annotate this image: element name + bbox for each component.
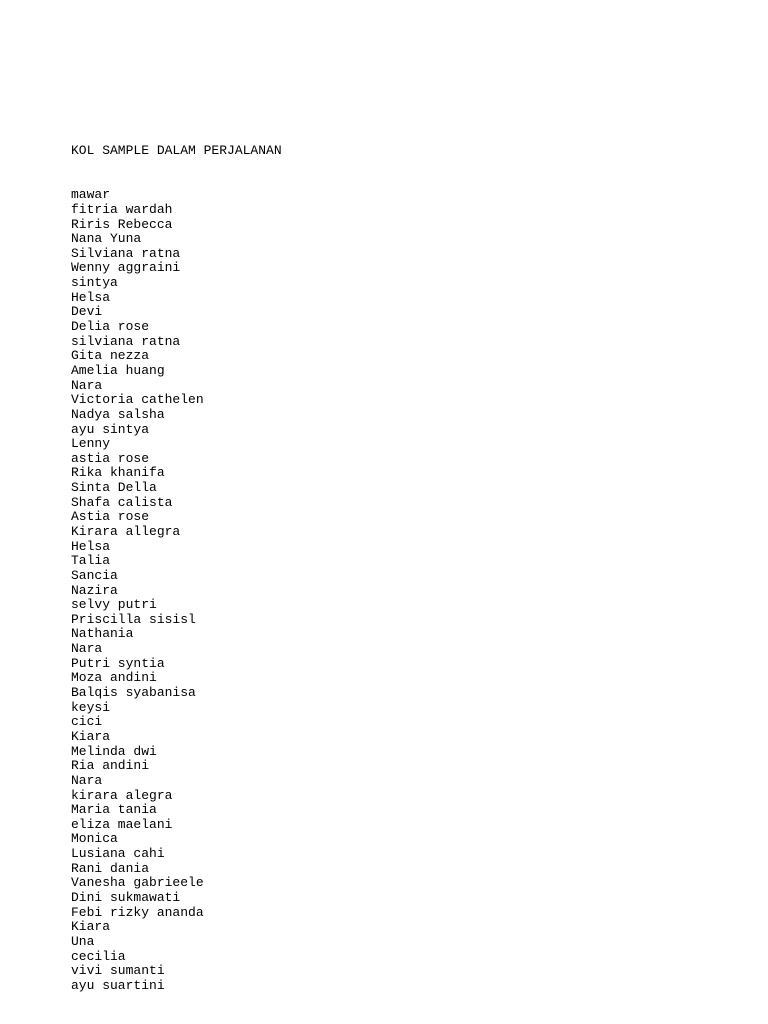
list-item: Nana Yuna <box>71 231 142 247</box>
list-item: silviana ratna <box>71 333 181 349</box>
list-item: Kiara <box>71 728 111 744</box>
list-item: Nazira <box>71 582 118 598</box>
list-item: Una <box>71 933 95 949</box>
list-item: Delia rose <box>71 319 150 335</box>
list-item: Putri syntia <box>71 655 165 671</box>
list-item: Nathania <box>71 626 134 642</box>
list-item: Helsa <box>71 538 111 554</box>
list-item: Nara <box>71 641 103 657</box>
list-item: fitria wardah <box>71 201 173 217</box>
list-item: Helsa <box>71 289 111 305</box>
list-item: Sinta Della <box>71 480 157 496</box>
list-item: Rika khanifa <box>71 465 165 481</box>
list-item: Sancia <box>71 567 118 583</box>
list-item: Talia <box>71 553 111 569</box>
list-item: Vanesha gabrieele <box>71 875 204 891</box>
list-item: Ria andini <box>71 758 150 774</box>
list-item: mawar <box>71 187 111 203</box>
document-title: KOL SAMPLE DALAM PERJALANAN <box>71 143 282 159</box>
list-item: Devi <box>71 304 103 320</box>
list-item: Priscilla sisisl <box>71 611 196 627</box>
list-item: Silviana ratna <box>71 245 181 261</box>
list-item: Monica <box>71 831 118 847</box>
list-item: Victoria cathelen <box>71 392 204 408</box>
list-item: Moza andini <box>71 670 157 686</box>
list-item: ayu suartini <box>71 977 165 993</box>
list-item: Melinda dwi <box>71 743 157 759</box>
list-item: cecilia <box>71 948 126 964</box>
list-item: Lusiana cahi <box>71 846 165 862</box>
list-item: Kirara allegra <box>71 524 181 539</box>
name-list <box>71 188 282 993</box>
list-item: Nara <box>71 377 103 393</box>
document-page <box>71 115 282 1008</box>
list-item: Nara <box>71 772 103 788</box>
list-item: Gita nezza <box>71 348 150 364</box>
list-item: Lenny <box>71 436 111 452</box>
list-item: ayu sintya <box>71 421 150 437</box>
list-item: Balqis syabanisa <box>71 685 196 701</box>
list-item: Rani dania <box>71 860 150 876</box>
list-item: eliza maelani <box>71 816 173 832</box>
list-item: keysi <box>71 699 111 715</box>
list-item: Dini sukmawati <box>71 890 181 906</box>
list-item: Wenny aggraini <box>71 260 181 276</box>
list-item: cici <box>71 714 103 730</box>
list-item: selvy putri <box>71 597 157 613</box>
list-item: kirara alegra <box>71 787 173 803</box>
list-item: Amelia huang <box>71 362 165 378</box>
list-item: vivi sumanti <box>71 963 165 979</box>
list-item: Febi rizky ananda <box>71 904 204 920</box>
list-item: Riris Rebecca <box>71 216 173 232</box>
list-item: Nadya salsha <box>71 406 165 422</box>
list-item: sintya <box>71 275 118 291</box>
list-item: Shafa calista <box>71 494 173 510</box>
list-item: Astia rose <box>71 509 150 525</box>
list-item: astia rose <box>71 450 150 466</box>
list-item: Maria tania <box>71 802 157 818</box>
list-item: Kiara <box>71 919 111 935</box>
